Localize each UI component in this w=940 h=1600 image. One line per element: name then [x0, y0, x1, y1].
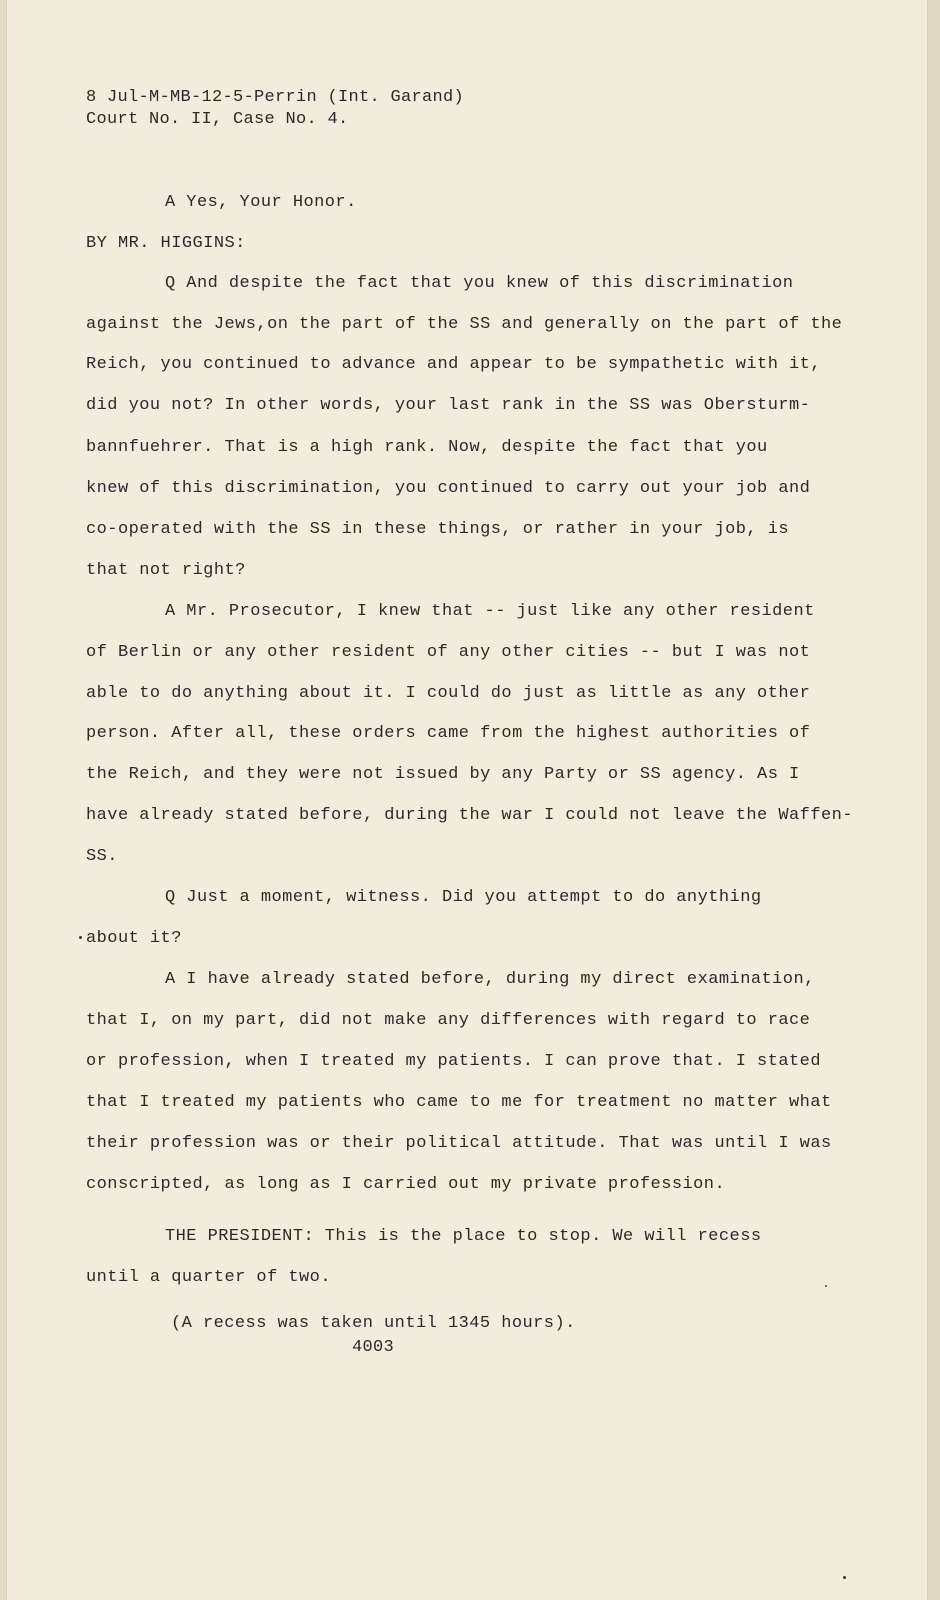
- transcript-line: A Mr. Prosecutor, I knew that -- just like any other resident: [165, 602, 815, 621]
- transcript-line: THE PRESIDENT: This is the place to stop. We will recess: [165, 1227, 762, 1246]
- paper-speck: [843, 1576, 846, 1579]
- page-number: 4003: [352, 1338, 395, 1357]
- transcript-line: person. After all, these orders came from the highest authorities of: [86, 724, 811, 743]
- transcript-page: [6, 0, 928, 1600]
- transcript-line: A Yes, Your Honor.: [165, 193, 357, 212]
- transcript-line: co-operated with the SS in these things, or rather in your job, is: [86, 520, 790, 539]
- transcript-line: against the Jews,on the part of the SS and generally on the part of the: [86, 315, 843, 334]
- transcript-line: knew of this discrimination, you continued to carry out your job and: [86, 479, 811, 498]
- transcript-line: that I treated my patients who came to me for treatment no matter what: [86, 1093, 832, 1112]
- transcript-line: their profession was or their political attitude. That was until I was: [86, 1134, 832, 1153]
- recess-note: (A recess was taken until 1345 hours).: [171, 1314, 576, 1333]
- transcript-line: or profession, when I treated my patients. I can prove that. I stated: [86, 1052, 821, 1071]
- transcript-line: bannfuehrer. That is a high rank. Now, despite the fact that you: [86, 438, 768, 457]
- document-header-case-info: 8 Jul-M-MB-12-5-Perrin (Int. Garand): [86, 88, 465, 107]
- speaker-heading: BY MR. HIGGINS:: [86, 234, 246, 253]
- transcript-line: A I have already stated before, during my direct examination,: [165, 970, 815, 989]
- document-header-court-info: Court No. II, Case No. 4.: [86, 110, 349, 129]
- transcript-line: conscripted, as long as I carried out my private profession.: [86, 1175, 726, 1194]
- paper-speck: [825, 1285, 827, 1287]
- transcript-line: about it?: [86, 929, 182, 948]
- transcript-line: the Reich, and they were not issued by any Party or SS agency. As I: [86, 765, 800, 784]
- transcript-line: able to do anything about it. I could do just as little as any other: [86, 684, 811, 703]
- transcript-line: that I, on my part, did not make any differences with regard to race: [86, 1011, 811, 1030]
- transcript-line: Q And despite the fact that you knew of this discrimination: [165, 274, 794, 293]
- transcript-line: Reich, you continued to advance and appear to be sympathetic with it,: [86, 355, 821, 374]
- paper-speck: [79, 936, 82, 939]
- transcript-line: of Berlin or any other resident of any other cities -- but I was not: [86, 643, 811, 662]
- transcript-line: have already stated before, during the war I could not leave the Waffen-: [86, 806, 853, 825]
- transcript-line: SS.: [86, 847, 118, 866]
- transcript-line: until a quarter of two.: [86, 1268, 331, 1287]
- transcript-line: that not right?: [86, 561, 246, 580]
- transcript-line: Q Just a moment, witness. Did you attempt to do anything: [165, 888, 762, 907]
- transcript-line: did you not? In other words, your last rank in the SS was Obersturm-: [86, 396, 811, 415]
